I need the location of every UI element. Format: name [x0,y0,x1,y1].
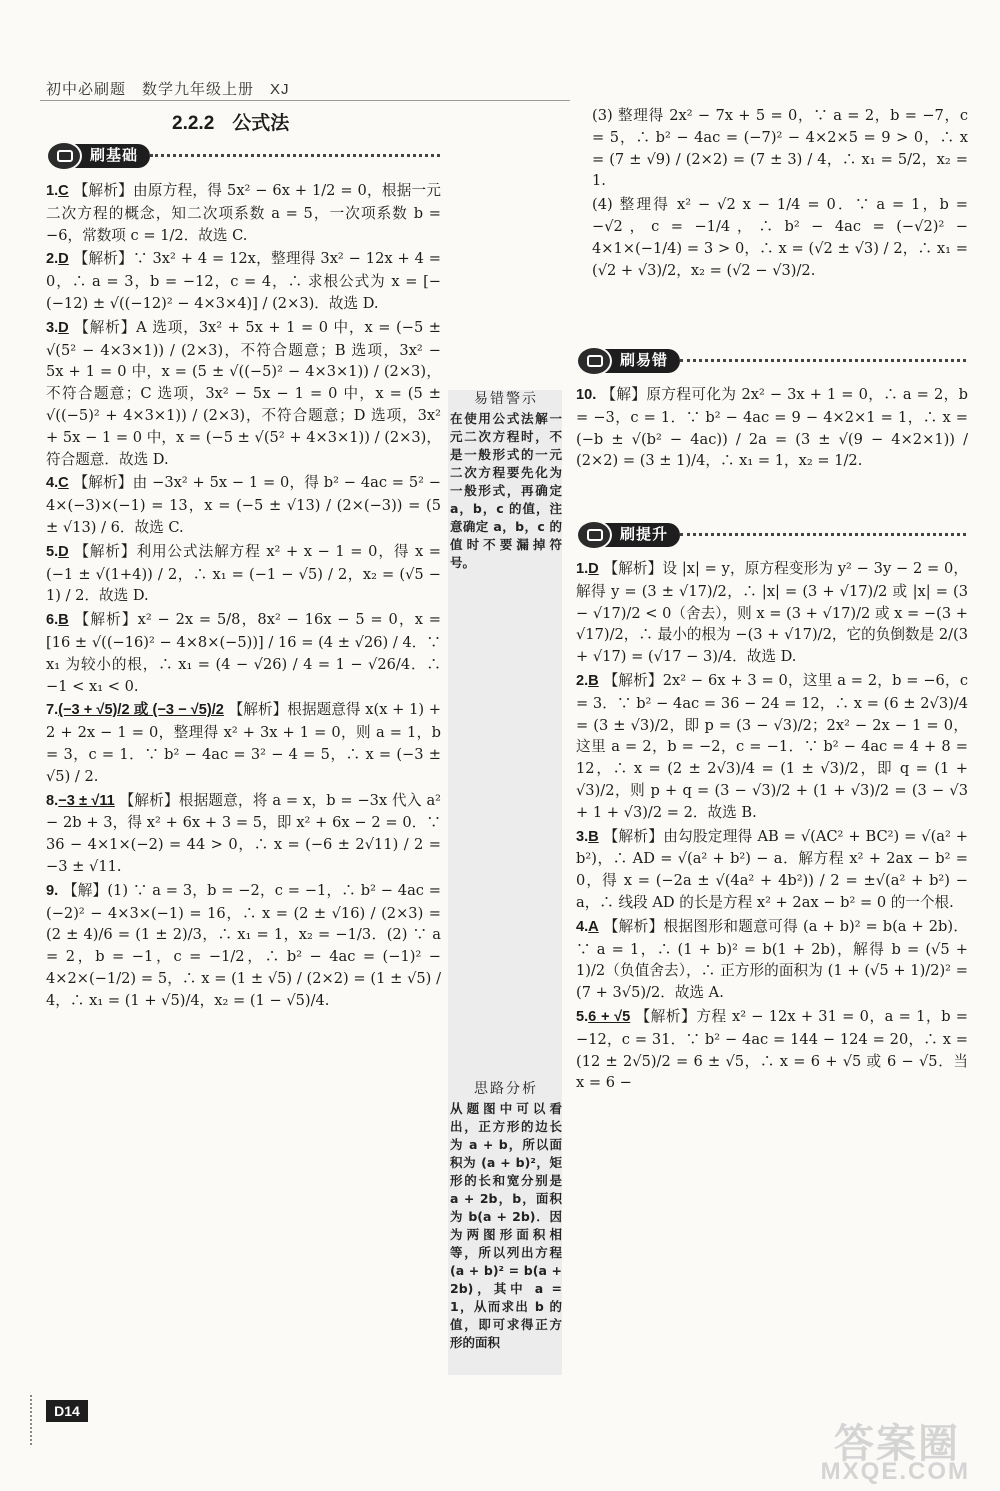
banner-dots [680,359,966,362]
section-name: 公式法 [232,113,290,134]
section-title [172,108,289,135]
left-item-5: 5.D 【解析】利用公式法解方程 x² + x − 1 = 0，得 x = (−1 ± √(1+4)) / 2，∴ x₁ = (−1 − √5) / 2，x₂ = (√5 − 1) / 2．故选 D. [46,542,442,605]
banner-error [576,346,968,376]
advanced-item-3: 3.B 【解析】由勾股定理得 AB = √(AC² + BC²) = √(a² + b²)，∴ AD = √(a² + b²) − a．解方程 x² + 2ax − b² = 0，得 x = (−2a ± √(4a² + 4b²)) / 2 = ±√(a² + b²) − a，∴ 线段 AD 的长是方程 x² + 2ax − b² = 0 的一个根. [576,827,968,911]
note-error-warning-title: 易错警示 [474,391,538,407]
book-icon [576,346,612,376]
advanced-item-4: 4.A 【解析】根据图形和题意可得 (a + b)² = b(a + 2b)．∵ a = 1，∴ (1 + b)² = b(1 + 2b)，解得 b = (√5 + 1)/2（负值舍去），∴ 正方形的面积为 (1 + (√5 + 1)/2)² = (7 + 3√5)/2．故选 A. [576,917,968,1002]
left-item-2: 2.D 【解析】∵ 3x² + 4 = 12x，整理得 3x² − 12x + 4 = 0，∴ a = 3，b = −12，c = 4，∴ 求根公式为 x = [−(−12) ± √((−12)² − 4×3×4)] / (2×3)．故选 D. [46,250,441,312]
banner-advanced-label: 刷提升 [590,523,680,547]
left-item-3: 3.D 【解析】A 选项，3x² + 5x + 1 = 0 中，x = (−5 ± √(5² − 4×3×1)) / (2×3)，不符合题意；B 选项，3x² − 5x + 1 = 0 中，x = (5 ± √((−5)² − 4×3×1)) / (2×3)，不符合题意；C 选项，3x² − 5x − 1 = 0 中，x = (5 ± √((−5)² + 4×3×1)) / (2×3)，不符合题意；D 选项，3x² + 5x − 1 = 0 中，x = (−5 ± √(5² + 4×3×1)) / (2×3)，符合题意．故选 D. [46,318,441,468]
note-idea-analysis-text: 从题图中可以看出，正方形的边长为 a + b，所以面积为 (a + b)²，矩形的长和宽分别是 a + 2b，b，面积为 b(a + 2b)．因为两图形面积相等，所以列出方程 (a + b)² = b(a + 2b)，其中 a = 1，从而求出 b 的值，即可求得正方形的面积 [450,1101,562,1350]
banner-dots [680,533,966,536]
banner-basic [46,141,441,171]
left-column [46,180,441,1013]
note-error-warning-text: 在使用公式法解一元二次方程时，不是一般形式的一元二次方程要先化为一般形式，再确定 a，b，c 的值，注意确定 a，b，c 的值时不要漏掉符号。 [450,411,562,570]
banner-dots [150,154,440,157]
right-item-9-3: (3) 整理得 2x² − 7x + 5 = 0，∵ a = 2，b = −7，c = 5，∴ b² − 4ac = (−7)² − 4×2×5 = 9 > 0，∴ x = (7 ± √9) / (2×2) = (7 ± 3) / 4，∴ x₁ = 5/2，x₂ = 1. [592,107,968,190]
book-icon [46,141,82,171]
banner-error-label: 刷易错 [590,349,680,373]
left-item-9: 9. 【解】(1) ∵ a = 3，b = −2，c = −1，∴ b² − 4ac = (−2)² − 4×3×(−1) = 16，∴ x = (2 ± √16) / (2×3) = (2 ± 4)/6 = (1 ± 2)/3，∴ x₁ = 1，x₂ = −1/3．(2) ∵ a = 2，b = −1，c = −1/2，∴ b² − 4ac = (−1)² − 4×2×(−1/2) = 5，∴ x = (1 ± √5) / (2×2) = (1 ± √5) / 4，∴ x₁ = (1 + √5)/4，x₂ = (1 − √5)/4. [46,881,442,1009]
right-column-top [592,105,968,283]
note-idea-analysis-title: 思路分析 [474,1081,538,1097]
advanced-items [576,558,968,1096]
banner-advanced [576,520,968,550]
left-item-1: 1.C 【解析】由原方程，得 5x² − 6x + 1/2 = 0，根据一元二次方程的概念，知二次项系数 a = 5，一次项系数 b = −6，常数项 c = 1/2．故选 C. [46,182,442,244]
corner-mark [30,1395,42,1445]
right-item-9-4: (4) 整理得 x² − √2 x − 1/4 = 0．∵ a = 1，b = −√2，c = −1/4，∴ b² − 4ac = (−√2)² − 4×1×(−1/4) = 3 > 0，∴ x = (√2 ± √3) / 2，∴ x₁ = (√2 + √3)/2，x₂ = (√2 − √3)/2. [592,196,968,279]
section-number: 2.2.2 [172,113,215,134]
running-header: 初中必刷题 数学九年级上册 XJ [46,81,290,98]
header-rule [40,100,570,101]
page-number: D14 [46,1400,88,1422]
left-item-4: 4.C 【解析】由 −3x² + 5x − 1 = 0，得 b² − 4ac = 5² − 4×(−3)×(−1) = 13，x = (−5 ± √13) / (2×(−3)) = (5 ± √13) / 6．故选 C. [46,474,442,536]
error-item-10: 10. 【解】原方程可化为 2x² − 3x + 1 = 0，∴ a = 2，b = −3，c = 1．∵ b² − 4ac = 9 − 4×2×1 = 1，∴ x = (−b ± √(b² − 4ac)) / 2a = (3 ± √(9 − 4×2×1)) / (2×2) = (3 ± 1)/4，∴ x₁ = 1，x₂ = 1/2. [576,386,968,470]
left-item-8: 8.−3 ± √11 【解析】根据题意，将 a = x，b = −3x 代入 a² − 2b + 3，得 x² + 6x + 3 = 5，即 x² + 6x − 2 = 0．∵ 36 − 4×1×(−2) = 44 > 0，∴ x = (−6 ± 2√11) / 2 = −3 ± √11. [46,791,441,875]
watermark-logo: 答案圈 [834,1421,960,1467]
book-icon [576,520,612,550]
note-error-warning [450,390,562,572]
banner-basic-label: 刷基础 [60,144,150,168]
advanced-item-1: 1.D 【解析】设 |x| = y，原方程变形为 y² − 3y − 2 = 0，解得 y = (3 ± √17)/2，∴ |x| = (3 + √17)/2 或 |x| = (3 − √17)/2 < 0（舍去），则 x = (3 + √17)/2 或 x = −(3 + √17)/2，∴ 最小的根为 −(3 + √17)/2，它的负倒数是 2/(3 + √17) = (√17 − 3)/4．故选 D. [576,560,968,666]
left-item-6: 6.B 【解析】x² − 2x = 5/8，8x² − 16x − 5 = 0，x = [16 ± √((−16)² − 4×8×(−5))] / 16 = (4 ± √26) / 4．∵ x₁ 为较小的根，∴ x₁ = (4 − √26) / 4 = 1 − √26/4．∴ −1 < x₁ < 0. [46,611,441,695]
error-items [576,384,968,474]
watermark-url: MXQE.COM [820,1458,970,1485]
advanced-item-2: 2.B 【解析】2x² − 6x + 3 = 0，这里 a = 2，b = −6，c = 3．∵ b² − 4ac = 36 − 24 = 12，∴ x = (6 ± 2√3)/4 = (3 ± √3)/2，即 p = (3 − √3)/2；2x² − 2x − 1 = 0，这里 a = 2，b = −2，c = −1．∵ b² − 4ac = 4 + 8 = 12，∴ x = (2 ± 2√3)/4 = (1 ± √3)/2，即 q = (1 + √3)/2，则 p + q = (3 − √3)/2 + (1 + √3)/2 = (3 − √3 + 1 + √3)/2 = 2．故选 B. [576,671,969,821]
advanced-item-5: 5.6 + √5 【解析】方程 x² − 12x + 31 = 0，a = 1，b = −12，c = 31．∵ b² − 4ac = 144 − 124 = 20，∴ x = (12 ± 2√5)/2 = 6 ± √5，∴ x = 6 + √5 或 6 − √5．当 x = 6 − [576,1007,969,1092]
note-idea-analysis [450,1080,562,1352]
left-item-7: 7.(−3 + √5)/2 或 (−3 − √5)/2 【解析】根据题意得 x(x + 1) + 2 + 2x − 1 = 0，整理得 x² + 3x + 1 = 0，则 a = 1，b = 3，c = 1．∵ b² − 4ac = 3² − 4 = 5，∴ x = (−3 ± √5) / 2. [46,701,442,785]
